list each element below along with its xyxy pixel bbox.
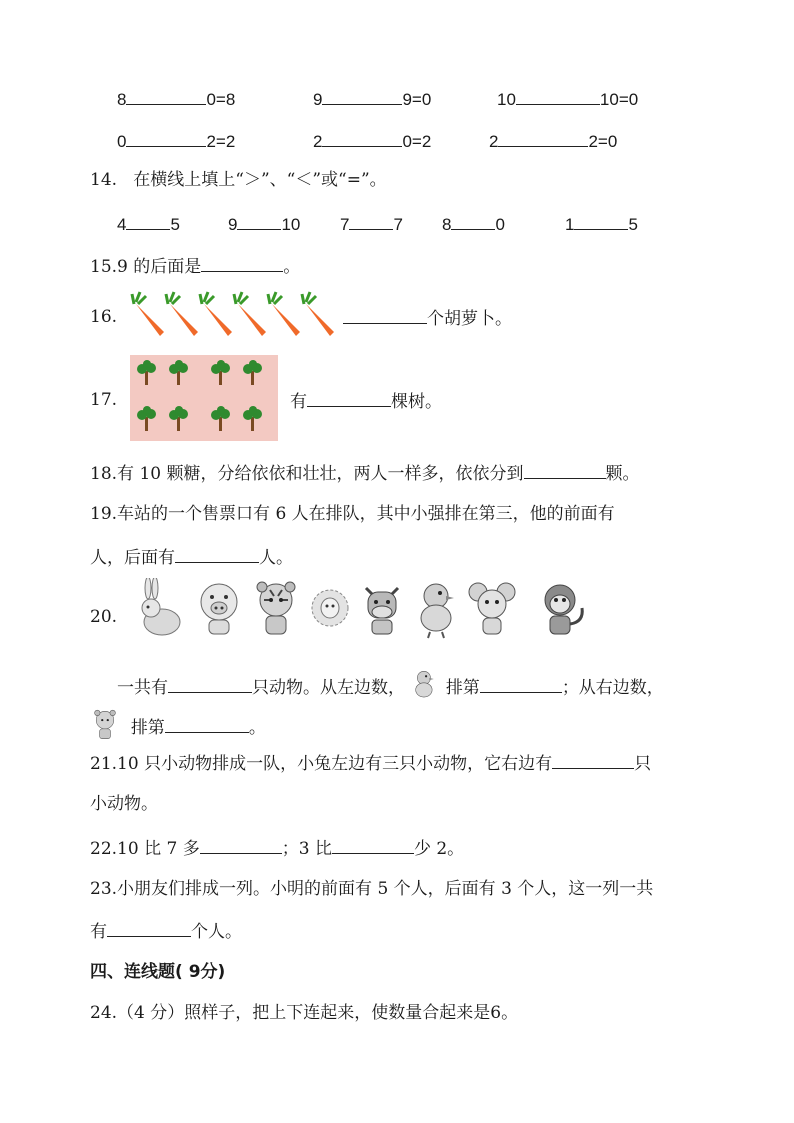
question-15 [90,253,300,279]
answer-blank[interactable] [107,918,191,937]
tree-icon [137,360,156,385]
question-text: 小朋友们排成一列。小明的前面有 5 个人，后面有 3 个人，这一列一共 [117,879,654,899]
answer-blank[interactable] [516,86,600,105]
question-number: 23. [90,879,118,899]
eq-right: 9=0 [402,90,432,109]
equation-row-2b [313,128,431,154]
pig-icon [193,578,245,640]
question-text: ；3 比 [281,839,332,859]
question-20-line1 [117,668,664,709]
eq-right: 2=0 [588,132,618,151]
carrot-icon [234,292,266,336]
question-16-number: 16. [90,307,118,327]
question-23-line2 [90,918,242,944]
question-text: 排第 [445,678,480,698]
question-16 [343,305,512,331]
answer-blank[interactable] [332,835,414,854]
question-22 [90,835,464,861]
question-number: 14. [90,170,118,190]
tree-icon [243,360,262,385]
answer-blank[interactable] [451,211,495,230]
question-text: 车站的一个售票口有 6 人在排队，其中小强排在第三，他的前面有 [117,504,615,524]
eq-left: 9 [313,90,323,109]
compare-right: 5 [628,215,638,234]
eq-right: 0=8 [206,90,236,109]
equation-row-1c [497,86,638,112]
tiger-icon [90,708,120,749]
equation-row-1b [313,86,431,112]
tree-icon [211,360,230,385]
compare-row [228,211,300,237]
question-text: 有 [290,392,307,412]
question-19 [90,502,615,526]
question-text: ；从右边数， [561,678,664,698]
answer-blank[interactable] [498,128,588,147]
question-text: 10 只小动物排成一队，小兔左边有三只小动物，它右边有 [117,754,553,774]
eq-right: 0=2 [402,132,432,151]
compare-right: 7 [393,215,403,234]
question-21 [90,750,651,776]
eq-left: 0 [117,132,127,151]
question-number: 21. [90,754,118,774]
answer-blank[interactable] [322,128,402,147]
question-18 [90,460,640,486]
question-text: 少 2。 [413,839,465,859]
answer-blank[interactable] [126,211,170,230]
tree-icon [169,360,188,385]
question-24 [90,1001,518,1025]
tree-icon [137,406,156,431]
section-heading: 四、连线题( 9分) [90,962,226,982]
carrot-icon [166,292,198,336]
question-text: 棵树。 [391,392,442,412]
question-text: 小动物。 [90,794,158,814]
mouse-icon [466,578,518,640]
question-number: 22. [90,839,118,859]
question-text: 有 [90,922,107,942]
question-text: 个胡萝卜。 [427,309,512,329]
compare-row [442,211,505,237]
question-20-line2 [90,708,266,749]
answer-blank[interactable] [126,128,206,147]
question-number: 15. [90,257,118,277]
chick-icon [412,578,464,640]
compare-left: 9 [228,215,238,234]
eq-left: 10 [497,90,516,109]
question-text: 9 的后面是 [117,257,202,277]
carrot-icon [268,292,300,336]
question-text: 个人。 [191,922,242,942]
question-text: 只动物。从左边数， [252,678,405,698]
question-19-line2 [90,544,293,570]
question-number: 19. [90,504,118,524]
carrot-icon [200,292,232,336]
question-17 [290,388,442,414]
monkey-icon [536,578,588,640]
equation-row-2 [117,128,235,154]
eq-right: 2=2 [206,132,236,151]
compare-left: 7 [340,215,350,234]
question-text: （4 分）照样子，把上下连起来，使数量合起来是6。 [117,1003,519,1023]
answer-blank[interactable] [201,253,283,272]
chick-icon [410,668,440,709]
eq-left: 8 [117,90,127,109]
compare-right: 0 [495,215,505,234]
equation-row-2c [489,128,617,154]
question-23 [90,877,653,901]
question-text: 10 比 7 多 [117,839,200,859]
question-text: 排第 [130,718,165,738]
compare-right: 5 [170,215,180,234]
question-text: 人，后面有 [90,548,175,568]
carrots-picture [130,290,338,340]
question-14 [90,168,387,192]
sheep-icon [304,578,356,640]
cow-icon [356,578,408,640]
answer-blank[interactable] [165,714,249,733]
compare-left: 4 [117,215,127,234]
carrot-icon [302,292,334,336]
question-17-number: 17. [90,390,118,410]
question-number: 24. [90,1003,118,1023]
question-text: 一共有 [117,678,168,698]
compare-row [340,211,403,237]
answer-blank[interactable] [175,544,259,563]
question-20-number: 20. [90,607,118,627]
question-text: 人。 [259,548,293,568]
compare-right: 10 [281,215,301,234]
tree-icon [211,406,230,431]
answer-blank[interactable] [552,750,634,769]
eq-right: 10=0 [599,90,639,109]
answer-blank[interactable] [343,305,427,324]
eq-left: 2 [489,132,499,151]
tree-icon [243,406,262,431]
answer-blank[interactable] [322,86,402,105]
tiger-icon [250,578,302,640]
compare-row [117,211,180,237]
tree-icon [169,406,188,431]
compare-left: 1 [565,215,575,234]
compare-row [565,211,638,237]
answer-blank[interactable] [574,211,628,230]
answer-blank[interactable] [524,460,606,479]
answer-blank[interactable] [126,86,206,105]
answer-blank[interactable] [200,835,282,854]
answer-blank[interactable] [168,674,252,693]
question-text: 在横线上填上“＞”、“＜”或“=”。 [133,170,387,190]
question-end: 颗。 [605,464,640,484]
equation-row-1 [117,86,235,112]
question-number: 18. [90,464,118,484]
rabbit-icon [134,578,186,640]
question-21-line2 [90,792,158,816]
question-text: 只 [634,754,652,774]
answer-blank[interactable] [349,211,393,230]
question-text: 有 10 颗糖，分给依依和壮壮，两人一样多，依依分到 [117,464,524,484]
question-text: 。 [248,718,266,738]
trees-picture [130,355,278,441]
answer-blank[interactable] [480,674,562,693]
eq-left: 2 [313,132,323,151]
question-end: 。 [283,257,301,277]
answer-blank[interactable] [307,388,391,407]
answer-blank[interactable] [237,211,281,230]
carrot-icon [132,292,164,336]
compare-left: 8 [442,215,452,234]
